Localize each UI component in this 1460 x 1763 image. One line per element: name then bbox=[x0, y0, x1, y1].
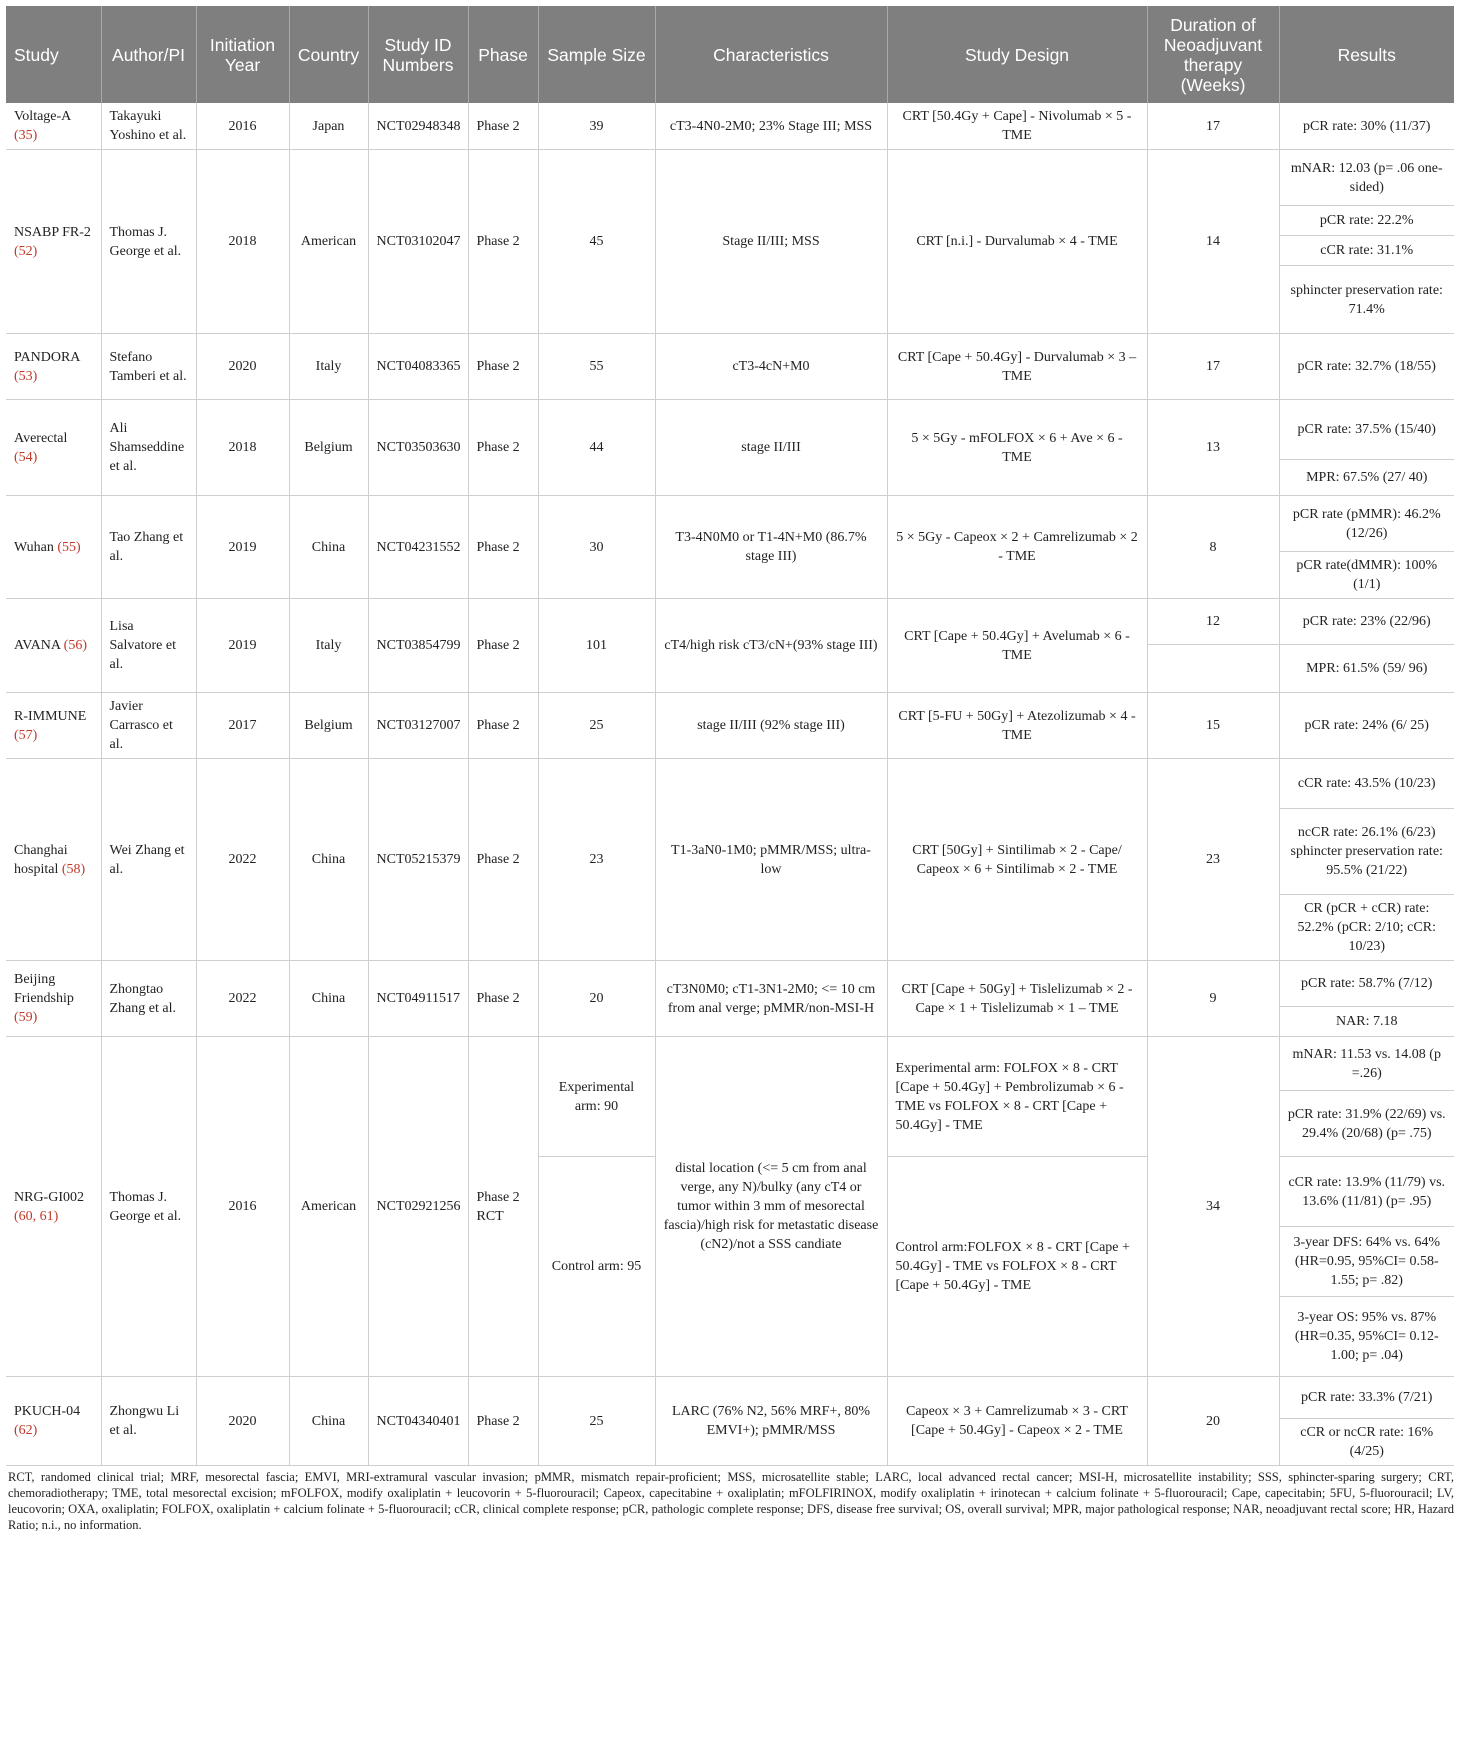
design-cell: 5 × 5Gy - mFOLFOX × 6 + Ave × 6 - TME bbox=[887, 400, 1147, 496]
study-id-cell: NCT03854799 bbox=[368, 599, 468, 693]
design-cell: Experimental arm: FOLFOX × 8 - CRT [Cape + 50.4Gy] + Pembrolizumab × 6 - TME vs FOLFOX × 8 - CRT [Cape + 50.4Gy] - TME bbox=[887, 1037, 1147, 1157]
table-row bbox=[6, 1377, 1454, 1419]
reference-link: (56) bbox=[63, 638, 87, 653]
author-cell: Zhongwu Li et al. bbox=[101, 1377, 196, 1466]
design-cell: CRT [n.i.] - Durvalumab × 4 - TME bbox=[887, 150, 1147, 334]
duration-cell: 17 bbox=[1147, 334, 1279, 400]
sample-size-cell: 25 bbox=[538, 693, 655, 759]
result-cell: CR (pCR + cCR) rate: 52.2% (pCR: 2/10; cCR: 10/23) bbox=[1279, 895, 1454, 961]
header-study-id: Study ID Numbers bbox=[368, 6, 468, 103]
design-cell: Control arm:FOLFOX × 8 - CRT [Cape + 50.4Gy] - TME vs FOLFOX × 8 - CRT [Cape + 50.4Gy] - TME bbox=[887, 1157, 1147, 1377]
result-cell: cCR rate: 13.9% (11/79) vs. 13.6% (11/81) (p= .95) bbox=[1279, 1157, 1454, 1227]
sample-size-cell: Experimental arm: 90 bbox=[538, 1037, 655, 1157]
sample-size-cell: Control arm: 95 bbox=[538, 1157, 655, 1377]
author-cell: Tao Zhang et al. bbox=[101, 496, 196, 599]
design-cell: CRT [Cape + 50.4Gy] - Durvalumab × 3 – TME bbox=[887, 334, 1147, 400]
table-row bbox=[6, 150, 1454, 206]
table-row bbox=[6, 334, 1454, 400]
result-cell: ncCR rate: 26.1% (6/23) sphincter preservation rate: 95.5% (21/22) bbox=[1279, 809, 1454, 895]
country-cell: Belgium bbox=[289, 693, 368, 759]
study-id-cell: NCT03503630 bbox=[368, 400, 468, 496]
characteristics-cell: LARC (76% N2, 56% MRF+, 80% EMVI+); pMMR/MSS bbox=[655, 1377, 887, 1466]
year-cell: 2018 bbox=[196, 150, 289, 334]
year-cell: 2018 bbox=[196, 400, 289, 496]
header-year: Initiation Year bbox=[196, 6, 289, 103]
duration-cell: 17 bbox=[1147, 103, 1279, 150]
duration-cell: 8 bbox=[1147, 496, 1279, 599]
duration-cell: 14 bbox=[1147, 150, 1279, 334]
country-cell: China bbox=[289, 961, 368, 1037]
phase-cell: Phase 2 bbox=[468, 759, 538, 961]
sample-size-cell: 20 bbox=[538, 961, 655, 1037]
table-row bbox=[6, 400, 1454, 460]
header-row bbox=[6, 6, 1454, 103]
author-cell: Takayuki Yoshino et al. bbox=[101, 103, 196, 150]
author-cell: Ali Shamseddine et al. bbox=[101, 400, 196, 496]
study-id-cell: NCT03127007 bbox=[368, 693, 468, 759]
header-country: Country bbox=[289, 6, 368, 103]
reference-link: (54) bbox=[14, 449, 38, 465]
table-row bbox=[6, 1037, 1454, 1091]
header-study: Study bbox=[6, 6, 101, 103]
study-cell bbox=[6, 599, 101, 693]
sample-size-cell: 55 bbox=[538, 334, 655, 400]
duration-cell-empty bbox=[1147, 645, 1279, 693]
design-cell: CRT [Cape + 50.4Gy] + Avelumab × 6 - TME bbox=[887, 599, 1147, 693]
duration-cell: 12 bbox=[1147, 599, 1279, 645]
sample-size-cell: 39 bbox=[538, 103, 655, 150]
study-name: NSABP FR-2 bbox=[14, 224, 91, 240]
table-body bbox=[6, 103, 1454, 1466]
study-cell bbox=[6, 400, 101, 496]
duration-cell: 34 bbox=[1147, 1037, 1279, 1377]
reference-link: (62) bbox=[14, 1423, 38, 1438]
result-cell: pCR rate: 24% (6/ 25) bbox=[1279, 693, 1454, 759]
result-cell: mNAR: 11.53 vs. 14.08 (p =.26) bbox=[1279, 1037, 1454, 1091]
author-cell: Thomas J. George et al. bbox=[101, 150, 196, 334]
result-cell: cCR rate: 31.1% bbox=[1279, 236, 1454, 266]
year-cell: 2019 bbox=[196, 496, 289, 599]
study-cell bbox=[6, 150, 101, 334]
phase-cell: Phase 2 bbox=[468, 693, 538, 759]
duration-cell: 13 bbox=[1147, 400, 1279, 496]
result-cell: pCR rate (pMMR): 46.2% (12/26) bbox=[1279, 496, 1454, 552]
reference-link: (55) bbox=[57, 539, 81, 555]
author-cell: Javier Carrasco et al. bbox=[101, 693, 196, 759]
result-cell: pCR rate: 33.3% (7/21) bbox=[1279, 1377, 1454, 1419]
characteristics-cell: cT3-4N0-2M0; 23% Stage III; MSS bbox=[655, 103, 887, 150]
year-cell: 2017 bbox=[196, 693, 289, 759]
characteristics-cell: distal location (<= 5 cm from anal verge, any N)/bulky (any cT4 or tumor within 3 mm of mesorectal fascia)/high risk for metastatic disease (cN2)/not a SSS candiate bbox=[655, 1037, 887, 1377]
result-cell: MPR: 61.5% (59/ 96) bbox=[1279, 645, 1454, 693]
table-row bbox=[6, 496, 1454, 552]
author-cell: Wei Zhang et al. bbox=[101, 759, 196, 961]
table-row bbox=[6, 103, 1454, 150]
study-name: Voltage-A bbox=[14, 109, 71, 124]
header-results: Results bbox=[1279, 6, 1454, 103]
reference-link: (58) bbox=[61, 861, 86, 877]
result-cell: mNAR: 12.03 (p= .06 one-sided) bbox=[1279, 150, 1454, 206]
sample-size-cell: 44 bbox=[538, 400, 655, 496]
country-cell: Italy bbox=[289, 334, 368, 400]
result-cell: NAR: 7.18 bbox=[1279, 1007, 1454, 1037]
author-cell: Thomas J. George et al. bbox=[101, 1037, 196, 1377]
study-id-cell: NCT04911517 bbox=[368, 961, 468, 1037]
phase-cell: Phase 2 bbox=[468, 400, 538, 496]
result-cell: cCR or ncCR rate: 16% (4/25) bbox=[1279, 1419, 1454, 1466]
year-cell: 2022 bbox=[196, 759, 289, 961]
table-row bbox=[6, 961, 1454, 1007]
country-cell: Japan bbox=[289, 103, 368, 150]
design-cell: CRT [5-FU + 50Gy] + Atezolizumab × 4 - TME bbox=[887, 693, 1147, 759]
study-cell bbox=[6, 961, 101, 1037]
reference-link: (52) bbox=[14, 243, 38, 259]
phase-cell: Phase 2 bbox=[468, 599, 538, 693]
result-cell: cCR rate: 43.5% (10/23) bbox=[1279, 759, 1454, 809]
characteristics-cell: T3-4N0M0 or T1-4N+M0 (86.7% stage III) bbox=[655, 496, 887, 599]
study-cell bbox=[6, 1037, 101, 1377]
design-cell: CRT [50Gy] + Sintilimab × 2 - Cape/ Capeox × 6 + Sintilimab × 2 - TME bbox=[887, 759, 1147, 961]
year-cell: 2016 bbox=[196, 103, 289, 150]
study-cell bbox=[6, 759, 101, 961]
phase-cell: Phase 2 RCT bbox=[468, 1037, 538, 1377]
result-cell: 3-year DFS: 64% vs. 64% (HR=0.95, 95%CI= 0.58-1.55; p= .82) bbox=[1279, 1227, 1454, 1297]
result-cell: pCR rate: 31.9% (22/69) vs. 29.4% (20/68) (p= .75) bbox=[1279, 1091, 1454, 1157]
table-row bbox=[6, 759, 1454, 809]
study-id-cell: NCT04340401 bbox=[368, 1377, 468, 1466]
country-cell: Italy bbox=[289, 599, 368, 693]
phase-cell: Phase 2 bbox=[468, 103, 538, 150]
reference-link: (60, 61) bbox=[14, 1208, 59, 1224]
study-name: R-IMMUNE bbox=[14, 708, 87, 724]
country-cell: American bbox=[289, 150, 368, 334]
study-id-cell: NCT05215379 bbox=[368, 759, 468, 961]
phase-cell: Phase 2 bbox=[468, 496, 538, 599]
result-cell: sphincter preservation rate: 71.4% bbox=[1279, 266, 1454, 334]
result-cell: 3-year OS: 95% vs. 87% (HR=0.35, 95%CI= 0.12-1.00; p= .04) bbox=[1279, 1297, 1454, 1377]
study-name: Wuhan bbox=[14, 539, 54, 555]
result-cell: pCR rate: 58.7% (7/12) bbox=[1279, 961, 1454, 1007]
phase-cell: Phase 2 bbox=[468, 961, 538, 1037]
study-id-cell: NCT04231552 bbox=[368, 496, 468, 599]
author-cell: Lisa Salvatore et al. bbox=[101, 599, 196, 693]
study-cell bbox=[6, 496, 101, 599]
country-cell: Belgium bbox=[289, 400, 368, 496]
study-id-cell: NCT04083365 bbox=[368, 334, 468, 400]
clinical-trials-table bbox=[6, 6, 1454, 1466]
reference-link: (35) bbox=[14, 128, 38, 143]
header-duration: Duration of Neoadjuvant therapy (Weeks) bbox=[1147, 6, 1279, 103]
study-name: Beijing Friendship bbox=[14, 972, 74, 1006]
result-cell: pCR rate: 32.7% (18/55) bbox=[1279, 334, 1454, 400]
sample-size-cell: 45 bbox=[538, 150, 655, 334]
country-cell: China bbox=[289, 1377, 368, 1466]
result-cell: pCR rate: 22.2% bbox=[1279, 206, 1454, 236]
study-name: NRG-GI002 bbox=[14, 1189, 84, 1205]
phase-cell: Phase 2 bbox=[468, 150, 538, 334]
study-id-cell: NCT03102047 bbox=[368, 150, 468, 334]
duration-cell: 20 bbox=[1147, 1377, 1279, 1466]
study-id-cell: NCT02921256 bbox=[368, 1037, 468, 1377]
design-cell: CRT [Cape + 50Gy] + Tislelizumab × 2 - Cape × 1 + Tislelizumab × 1 – TME bbox=[887, 961, 1147, 1037]
table-row bbox=[6, 693, 1454, 759]
duration-cell: 9 bbox=[1147, 961, 1279, 1037]
characteristics-cell: cT3N0M0; cT1-3N1-2M0; <= 10 cm from anal verge; pMMR/non-MSI-H bbox=[655, 961, 887, 1037]
study-name: PANDORA bbox=[14, 349, 80, 365]
study-cell bbox=[6, 334, 101, 400]
author-cell: Stefano Tamberi et al. bbox=[101, 334, 196, 400]
result-cell: pCR rate: 37.5% (15/40) bbox=[1279, 400, 1454, 460]
study-cell bbox=[6, 1377, 101, 1466]
characteristics-cell: T1-3aN0-1M0; pMMR/MSS; ultra-low bbox=[655, 759, 887, 961]
study-name: Changhai hospital bbox=[14, 842, 68, 877]
characteristics-cell: stage II/III (92% stage III) bbox=[655, 693, 887, 759]
sample-size-cell: 23 bbox=[538, 759, 655, 961]
phase-cell: Phase 2 bbox=[468, 1377, 538, 1466]
design-cell: Capeox × 3 + Camrelizumab × 3 - CRT [Cape + 50.4Gy] - Capeox × 2 - TME bbox=[887, 1377, 1147, 1466]
sample-size-cell: 30 bbox=[538, 496, 655, 599]
year-cell: 2016 bbox=[196, 1037, 289, 1377]
header-phase: Phase bbox=[468, 6, 538, 103]
year-cell: 2022 bbox=[196, 961, 289, 1037]
duration-cell: 23 bbox=[1147, 759, 1279, 961]
country-cell: China bbox=[289, 759, 368, 961]
header-characteristics: Characteristics bbox=[655, 6, 887, 103]
country-cell: China bbox=[289, 496, 368, 599]
characteristics-cell: stage II/III bbox=[655, 400, 887, 496]
header-author: Author/PI bbox=[101, 6, 196, 103]
study-cell bbox=[6, 693, 101, 759]
sample-size-cell: 101 bbox=[538, 599, 655, 693]
header-design: Study Design bbox=[887, 6, 1147, 103]
country-cell: American bbox=[289, 1037, 368, 1377]
study-name: PKUCH-04 bbox=[14, 1404, 81, 1419]
design-cell: 5 × 5Gy - Capeox × 2 + Camrelizumab × 2 - TME bbox=[887, 496, 1147, 599]
result-cell: pCR rate: 23% (22/96) bbox=[1279, 599, 1454, 645]
study-id-cell: NCT02948348 bbox=[368, 103, 468, 150]
phase-cell: Phase 2 bbox=[468, 334, 538, 400]
duration-cell: 15 bbox=[1147, 693, 1279, 759]
study-cell bbox=[6, 103, 101, 150]
header-sample-size: Sample Size bbox=[538, 6, 655, 103]
table-row bbox=[6, 599, 1454, 645]
year-cell: 2020 bbox=[196, 1377, 289, 1466]
characteristics-cell: cT4/high risk cT3/cN+(93% stage III) bbox=[655, 599, 887, 693]
result-cell: pCR rate(dMMR): 100% (1/1) bbox=[1279, 552, 1454, 599]
reference-link: (53) bbox=[14, 368, 38, 384]
year-cell: 2020 bbox=[196, 334, 289, 400]
reference-link: (59) bbox=[14, 1010, 38, 1025]
footnote: RCT, randomed clinical trial; MRF, mesorectal fascia; EMVI, MRI-extramural vascular invasion; pMMR, mismatch repair-proficient; MSS, microsatellite stable; LARC, local advanced rectal cancer; MSI-H, microsatellite instability; SSS, sphincter-sparing surgery; CRT, chemoradiotherapy; TME, total mesorectal excision; mFOLFOX, modify oxaliplatin + leucovorin + 5-fluorouracil; Capeox, capecitabine + oxaliplatin; mFOLFIRINOX, modify oxaliplatin + irinotecan + calcium folinate + 5-fluorouracil; Cape, capecitabin; 5FU, 5-fluorouracil; LV, leucovorin; OXA, oxaliplatin; FOLFOX, oxaliplatin + calcium folinate + 5-fluorouracil; cCR, clinical complete response; pCR, pathologic complete response; DFS, disease free survival; OS, overall survival; MPR, major pathological response; NAR, neoadjuvant rectal score; HR, Hazard Ratio; n.i., no information. bbox=[8, 1470, 1454, 1532]
characteristics-cell: Stage II/III; MSS bbox=[655, 150, 887, 334]
study-name: Averectal bbox=[14, 430, 68, 446]
sample-size-cell: 25 bbox=[538, 1377, 655, 1466]
study-name: AVANA bbox=[14, 638, 61, 653]
reference-link: (57) bbox=[14, 727, 38, 743]
characteristics-cell: cT3-4cN+M0 bbox=[655, 334, 887, 400]
result-cell: pCR rate: 30% (11/37) bbox=[1279, 103, 1454, 150]
author-cell: Zhongtao Zhang et al. bbox=[101, 961, 196, 1037]
result-cell: MPR: 67.5% (27/ 40) bbox=[1279, 460, 1454, 496]
table-container bbox=[6, 6, 1454, 1533]
design-cell: CRT [50.4Gy + Cape] - Nivolumab × 5 - TME bbox=[887, 103, 1147, 150]
year-cell: 2019 bbox=[196, 599, 289, 693]
